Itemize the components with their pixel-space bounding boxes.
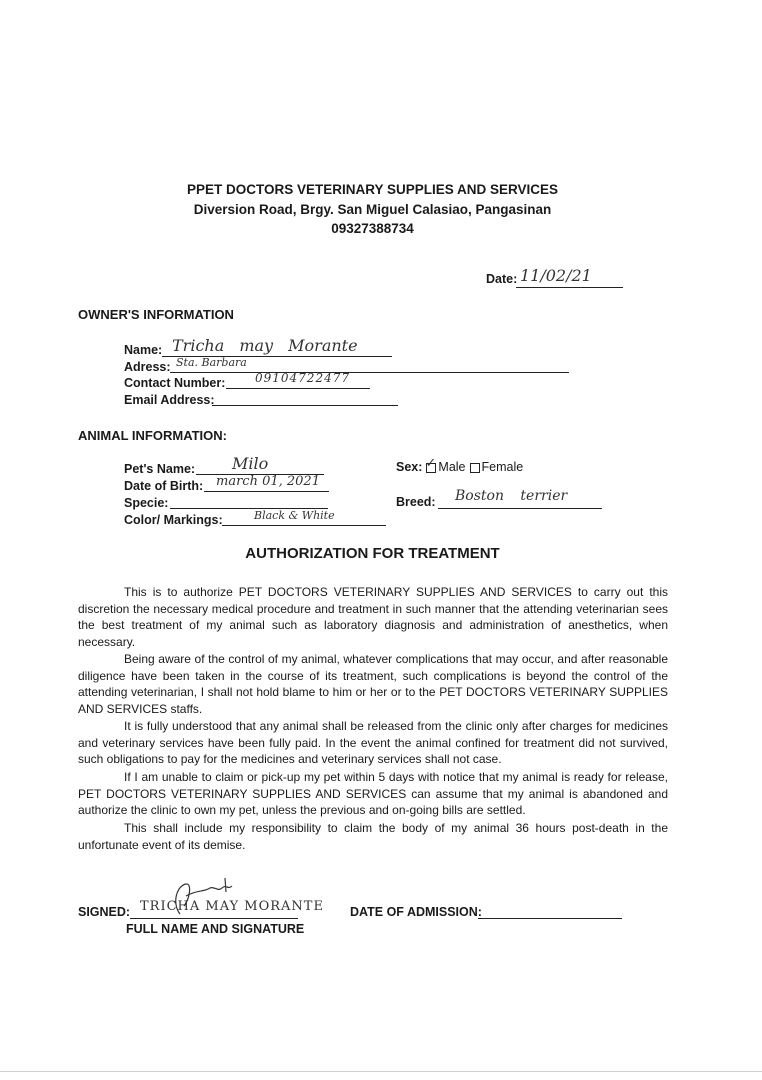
dob-label: Date of Birth: xyxy=(124,479,204,493)
sex-field xyxy=(396,454,524,474)
signature-scribble xyxy=(170,876,240,920)
authorization-paragraph-5: This shall include my responsibility to claim the body of my animal 36 hours post-death in the unfortunate event of its demise. xyxy=(78,821,668,852)
clinic-phone: 09327388734 xyxy=(331,221,414,236)
pet-name-value: Milo xyxy=(232,454,269,473)
authorization-title: AUTHORIZATION FOR TREATMENT xyxy=(245,545,500,562)
email-line xyxy=(212,405,398,406)
owner-address-label: Adress: xyxy=(124,360,171,374)
authorization-paragraph-1: This is to authorize PET DOCTORS VETERINARY SUPPLIES AND SERVICES to carry out this discretion the necessary medical procedure and treatment in such manner that the attending veterinarian sees the best treatment of my animal such as laboratory diagnosis and administration of anesthetics, when necessary. xyxy=(78,585,668,650)
contact-number-value: 09104722477 xyxy=(255,371,350,385)
color-markings-value: Black & White xyxy=(254,509,335,522)
clinic-name: PPET DOCTORS VETERINARY SUPPLIES AND SERVICES xyxy=(186,182,559,197)
female-checkbox[interactable] xyxy=(470,463,480,473)
authorization-paragraph-2: Being aware of the control of my animal, whatever complications that may occur, and after reasonable diligence have been taken in the course of its treatment, such complications is beyond the control of the attending veterinarian, I shall not hold blame to him or her or to the PET DOCTORS VETERINARY SUPPLIES AND SERVICES staffs. xyxy=(78,652,668,717)
dob-line xyxy=(204,491,329,492)
date-value: 11/02/21 xyxy=(520,266,592,285)
owner-section-title: OWNER'S INFORMATION xyxy=(78,307,234,322)
contact-number-line xyxy=(226,388,370,389)
male-checkbox[interactable] xyxy=(425,454,437,473)
scan-edge-line xyxy=(0,1071,762,1072)
specie-label: Specie: xyxy=(124,496,169,510)
breed-value: Boston terrier xyxy=(455,488,568,504)
admission-date-label: DATE OF ADMISSION: xyxy=(350,905,482,919)
owner-address-line xyxy=(170,372,569,373)
authorization-paragraph-4: If I am unable to claim or pick-up my pet within 5 days with notice that my animal is ready for release, PET DOCTORS VETERINARY SUPPLIES AND SERVICES can assume that my animal is abandoned and authorize the clinic to own my pet, unless the previous and on-going bills are settled. xyxy=(78,770,668,818)
pet-name-label: Pet's Name: xyxy=(124,462,196,476)
contact-number-label: Contact Number: xyxy=(124,376,226,390)
animal-section-title: ANIMAL INFORMATION: xyxy=(78,428,227,443)
female-option-label: Female xyxy=(481,460,524,474)
signed-value: TRICHA MAY MORANTE xyxy=(140,899,324,914)
authorization-paragraph-3: It is fully understood that any animal shall be released from the clinic only after charges for medicines and veterinary services have been fully paid. In the event the animal confined for treatment did not survived, such obligations to pay for the medicines and veterinary services shall not case. xyxy=(78,719,668,767)
check-mark-icon: ✓ xyxy=(425,454,437,470)
signed-label: SIGNED: xyxy=(78,905,131,919)
date-label: Date: xyxy=(486,272,518,286)
date-line xyxy=(516,287,623,288)
owner-name-value: Tricha may Morante xyxy=(172,336,358,355)
owner-address-value: Sta. Barbara xyxy=(176,356,247,369)
sex-label: Sex: xyxy=(396,460,423,474)
dob-value: march 01, 2021 xyxy=(216,474,320,489)
color-markings-label: Color/ Markings: xyxy=(124,513,223,527)
admission-date-line xyxy=(478,918,622,919)
email-label: Email Address: xyxy=(124,393,215,407)
male-option-label: Male xyxy=(438,460,466,474)
owner-name-label: Name: xyxy=(124,343,163,357)
clinic-address: Diversion Road, Brgy. San Miguel Calasiao, Pangasinan xyxy=(193,202,552,217)
color-markings-line xyxy=(222,525,386,526)
breed-label: Breed: xyxy=(396,495,436,509)
signature-caption: FULL NAME AND SIGNATURE xyxy=(126,922,305,936)
breed-line xyxy=(438,508,602,509)
